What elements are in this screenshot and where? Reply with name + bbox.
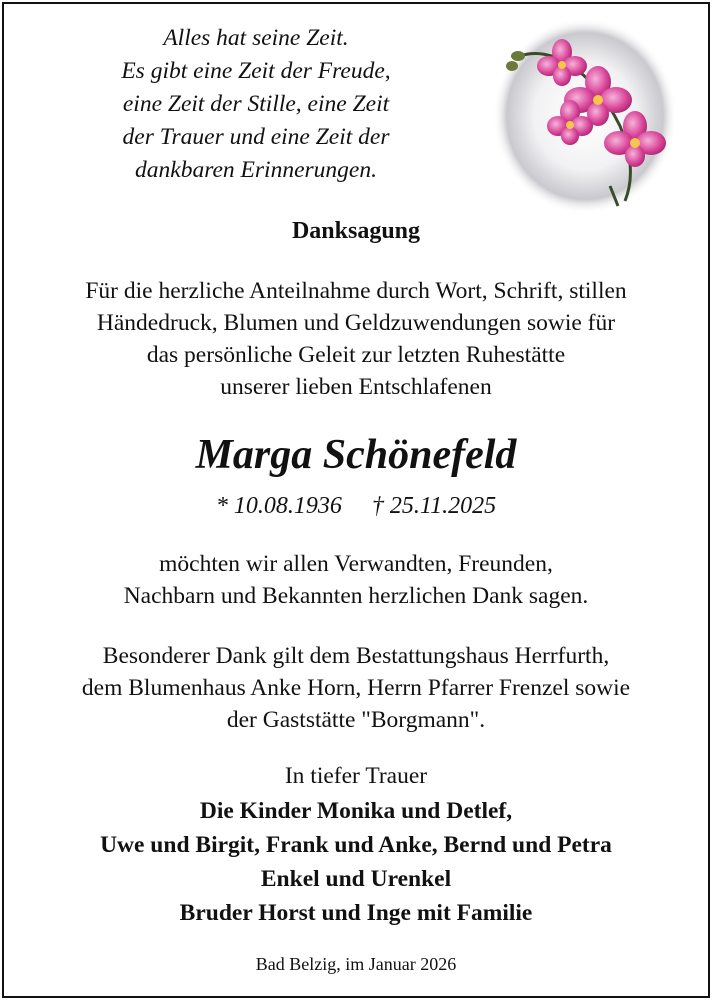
poem [40,22,472,187]
relatives-line: Nachbarn und Bekannten herzlichen Dank sagen. [123,583,589,609]
mourner-line: Die Kinder Monika und Detlef, [199,798,513,824]
place-date: Bad Belzig, im Januar 2026 [255,954,457,974]
poem-line: eine Zeit der Stille, eine Zeit [122,91,390,117]
birth-date: * 10.08.1936 [215,493,342,519]
mourner-line: Enkel und Urenkel [260,866,452,892]
thanks-line: Händedruck, Blumen und Geldzuwendungen sowie für [96,310,616,336]
mourner-line: Bruder Horst und Inge mit Familie [179,900,533,926]
thanks-paragraph [0,275,712,403]
life-dates [0,490,712,522]
special-thanks-line: Besonderer Dank gilt dem Bestattungshaus Herrfurth, [102,643,610,669]
poem-line: dankbaren Erinnerungen. [135,157,377,183]
thanks-line: unserer lieben Entschlafenen [220,374,492,400]
special-thanks [0,640,712,736]
heading-danksagung: Danksagung [291,218,421,244]
orchid-photo [490,16,680,216]
thanks-line: Für die herzliche Anteilnahme durch Wort, Schrift, stillen [85,278,627,304]
poem-line: Alles hat seine Zeit. [163,25,349,51]
relatives-line: möchten wir allen Verwandten, Freunden, [159,551,553,577]
mourner-line: Uwe und Birgit, Frank und Anke, Bernd und Petra [100,832,612,858]
poem-line: der Trauer und eine Zeit der [122,124,390,150]
thanks-relatives [0,548,712,612]
special-thanks-line: der Gaststätte "Borgmann". [226,707,486,733]
poem-line: Es gibt eine Zeit der Freude, [121,58,391,84]
deceased-name: Marga Schönefeld [195,432,517,478]
mourners-list [0,794,712,930]
special-thanks-line: dem Blumenhaus Anke Horn, Herrn Pfarrer Frenzel sowie [81,675,631,701]
thanks-line: das persönliche Geleit zur letzten Ruhestätte [146,342,566,368]
death-date: † 25.11.2025 [371,493,497,519]
mourning-intro: In tiefer Trauer [284,763,428,789]
